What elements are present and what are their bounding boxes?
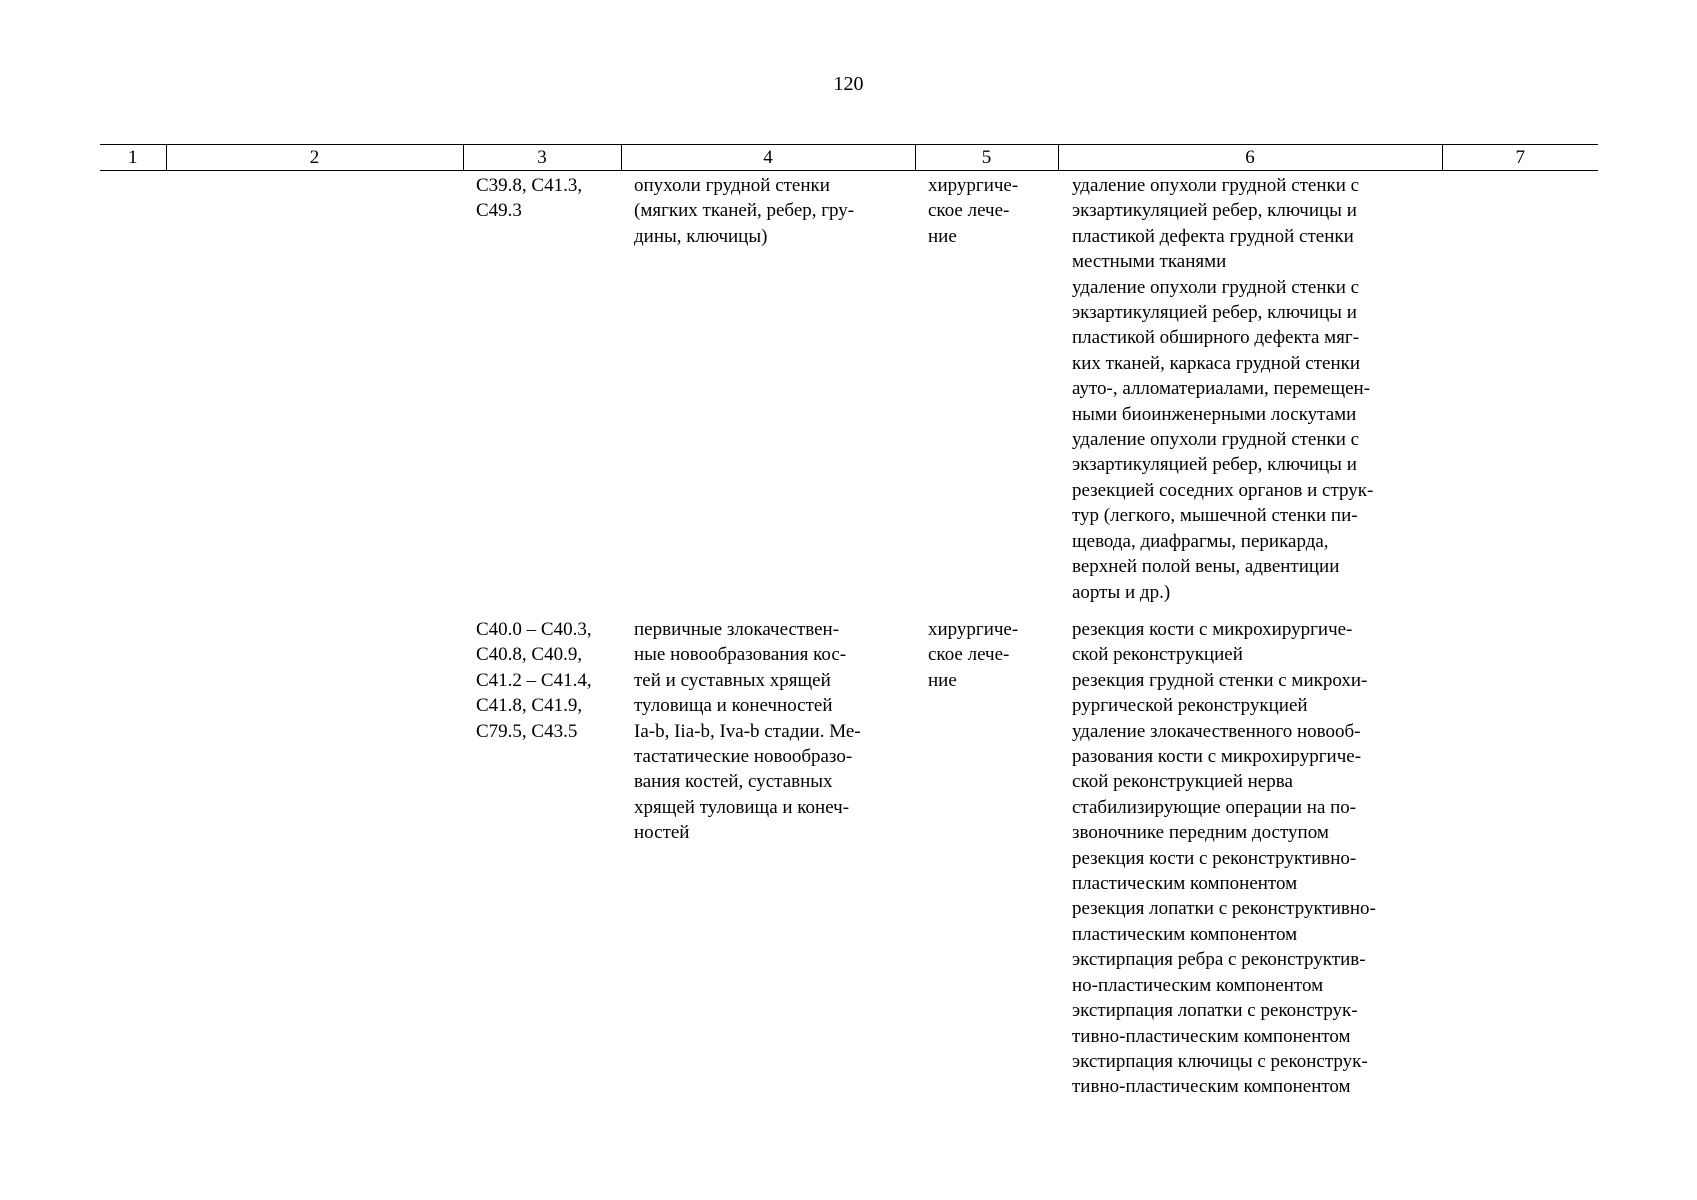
- column-header-5: 5: [915, 145, 1058, 171]
- row2-method-line: рургической реконструкцией: [1072, 695, 1308, 717]
- row2-condition-line: тастатические новообразо-: [634, 746, 853, 768]
- row2-method-line: стабилизирующие операции на по-: [1072, 796, 1357, 818]
- row1-method-line: ких тканей, каркаса грудной стенки: [1072, 352, 1361, 374]
- row2-method-line: разования кости с микрохирургиче-: [1072, 746, 1362, 768]
- row2-method-line: ской реконструкцией: [1072, 644, 1243, 666]
- row1-method-line: щевода, диафрагмы, перикарда,: [1072, 530, 1329, 552]
- row2-code-line: C40.0 – C40.3,: [476, 619, 592, 640]
- row1-method-line: аорты и др.): [1072, 581, 1171, 603]
- row1-method-line: пластикой дефекта грудной стенки: [1072, 225, 1354, 247]
- row1-condition-line: дины, ключицы): [634, 225, 768, 247]
- row1-condition-line: (мягких тканей, ребер, гру-: [634, 200, 855, 222]
- row1-method-line: тур (легкого, мышечной стенки пи-: [1072, 505, 1358, 527]
- page-number: 120: [833, 73, 864, 95]
- row2-method-line: резекция кости с микрохирургиче-: [1072, 619, 1353, 640]
- row2-treatment-line: ние: [928, 669, 957, 691]
- row1-treatment-methods: [1072, 173, 1436, 605]
- row1-icd-codes: [476, 173, 612, 224]
- column-header-1: 1: [100, 145, 166, 171]
- row2-treatment-methods: [1072, 617, 1436, 1100]
- row2-condition: [634, 617, 904, 846]
- row2-method-line: экстирпация ребра с реконструктив-: [1072, 949, 1366, 971]
- row1-treatment-line: ние: [928, 225, 957, 247]
- row1-method-line: удаление опухоли грудной стенки с: [1072, 429, 1360, 451]
- row2-method-line: резекция грудной стенки с микрохи-: [1072, 669, 1368, 691]
- column-number-row: [100, 145, 1598, 171]
- row1-condition: [634, 173, 904, 249]
- row1-treatment-line: хирургиче-: [928, 175, 1019, 196]
- row2-icd-codes: [476, 617, 612, 744]
- row1-method-line: экзартикуляцией ребер, ключицы и: [1072, 200, 1357, 222]
- row2-condition-line: туловища и конечностей: [634, 695, 833, 717]
- column-header-7: 7: [1442, 145, 1598, 171]
- row2-condition-line: вания костей, суставных: [634, 771, 833, 793]
- row2-method-line: тивно-пластическим компонентом: [1072, 1076, 1351, 1098]
- column-header-3: 3: [463, 145, 621, 171]
- row2-code-line: C41.2 – C41.4,: [476, 669, 592, 691]
- row2-method-line: звоночнике передним доступом: [1072, 822, 1329, 844]
- row2-condition-line: ные новообразования кос-: [634, 644, 847, 666]
- column-header-2: 2: [166, 145, 463, 171]
- row2-method-line: пластическим компонентом: [1072, 923, 1298, 945]
- row2-method-line: резекция кости с реконструктивно-: [1072, 847, 1357, 869]
- row1-method-line: резекцией соседних органов и струк-: [1072, 479, 1374, 501]
- row1-method-line: верхней полой вены, адвентиции: [1072, 556, 1340, 578]
- row1-method-line: удаление опухоли грудной стенки с: [1072, 175, 1360, 196]
- row2-method-line: ской реконструкцией нерва: [1072, 771, 1293, 793]
- row2-treatment-line: хирургиче-: [928, 619, 1019, 640]
- row1-method-line: пластикой обширного дефекта мяг-: [1072, 327, 1360, 349]
- row1-condition-line: опухоли грудной стенки: [634, 175, 830, 196]
- row2-method-line: экстирпация ключицы с реконструк-: [1072, 1050, 1368, 1072]
- row2-condition-line: хрящей туловища и конеч-: [634, 796, 850, 818]
- row1-method-line: экзартикуляцией ребер, ключицы и: [1072, 302, 1357, 324]
- row2-treatment-line: ское лече-: [928, 644, 1010, 666]
- row1-method-line: экзартикуляцией ребер, ключицы и: [1072, 454, 1357, 476]
- row1-method-line: ауто-, алломатериалами, перемещен-: [1072, 378, 1371, 400]
- row2-method-line: удаление злокачественного новооб-: [1072, 720, 1361, 742]
- row2-method-line: но-пластическим компонентом: [1072, 974, 1324, 996]
- row2-method-line: экстирпация лопатки с реконструк-: [1072, 1000, 1358, 1022]
- row1-method-line: удаление опухоли грудной стенки с: [1072, 276, 1360, 298]
- column-header-table: [100, 144, 1598, 171]
- row1-treatment-line: ское лече-: [928, 200, 1010, 222]
- row2-code-line: C41.8, C41.9,: [476, 695, 583, 717]
- row1-code-line: C39.8, C41.3,: [476, 175, 583, 196]
- row2-treatment-type: [928, 617, 1048, 693]
- column-header-4: 4: [621, 145, 915, 171]
- row2-code-line: C40.8, C40.9,: [476, 644, 583, 666]
- row1-method-line: местными тканями: [1072, 251, 1227, 273]
- row2-condition-line: тей и суставных хрящей: [634, 669, 831, 691]
- row2-method-line: резекция лопатки с реконструктивно-: [1072, 898, 1376, 920]
- row2-condition-line: первичные злокачествен-: [634, 619, 840, 640]
- row2-condition-line: Ia-b, Iia-b, Iva-b стадии. Ме-: [634, 720, 861, 742]
- row1-method-line: ными биоинженерными лоскутами: [1072, 403, 1357, 425]
- row1-treatment-type: [928, 173, 1048, 249]
- row2-method-line: тивно-пластическим компонентом: [1072, 1025, 1351, 1047]
- row2-condition-line: ностей: [634, 822, 690, 844]
- row1-code-line: C49.3: [476, 200, 522, 222]
- row2-code-line: C79.5, C43.5: [476, 720, 578, 742]
- row2-method-line: пластическим компонентом: [1072, 873, 1298, 895]
- column-header-6: 6: [1058, 145, 1442, 171]
